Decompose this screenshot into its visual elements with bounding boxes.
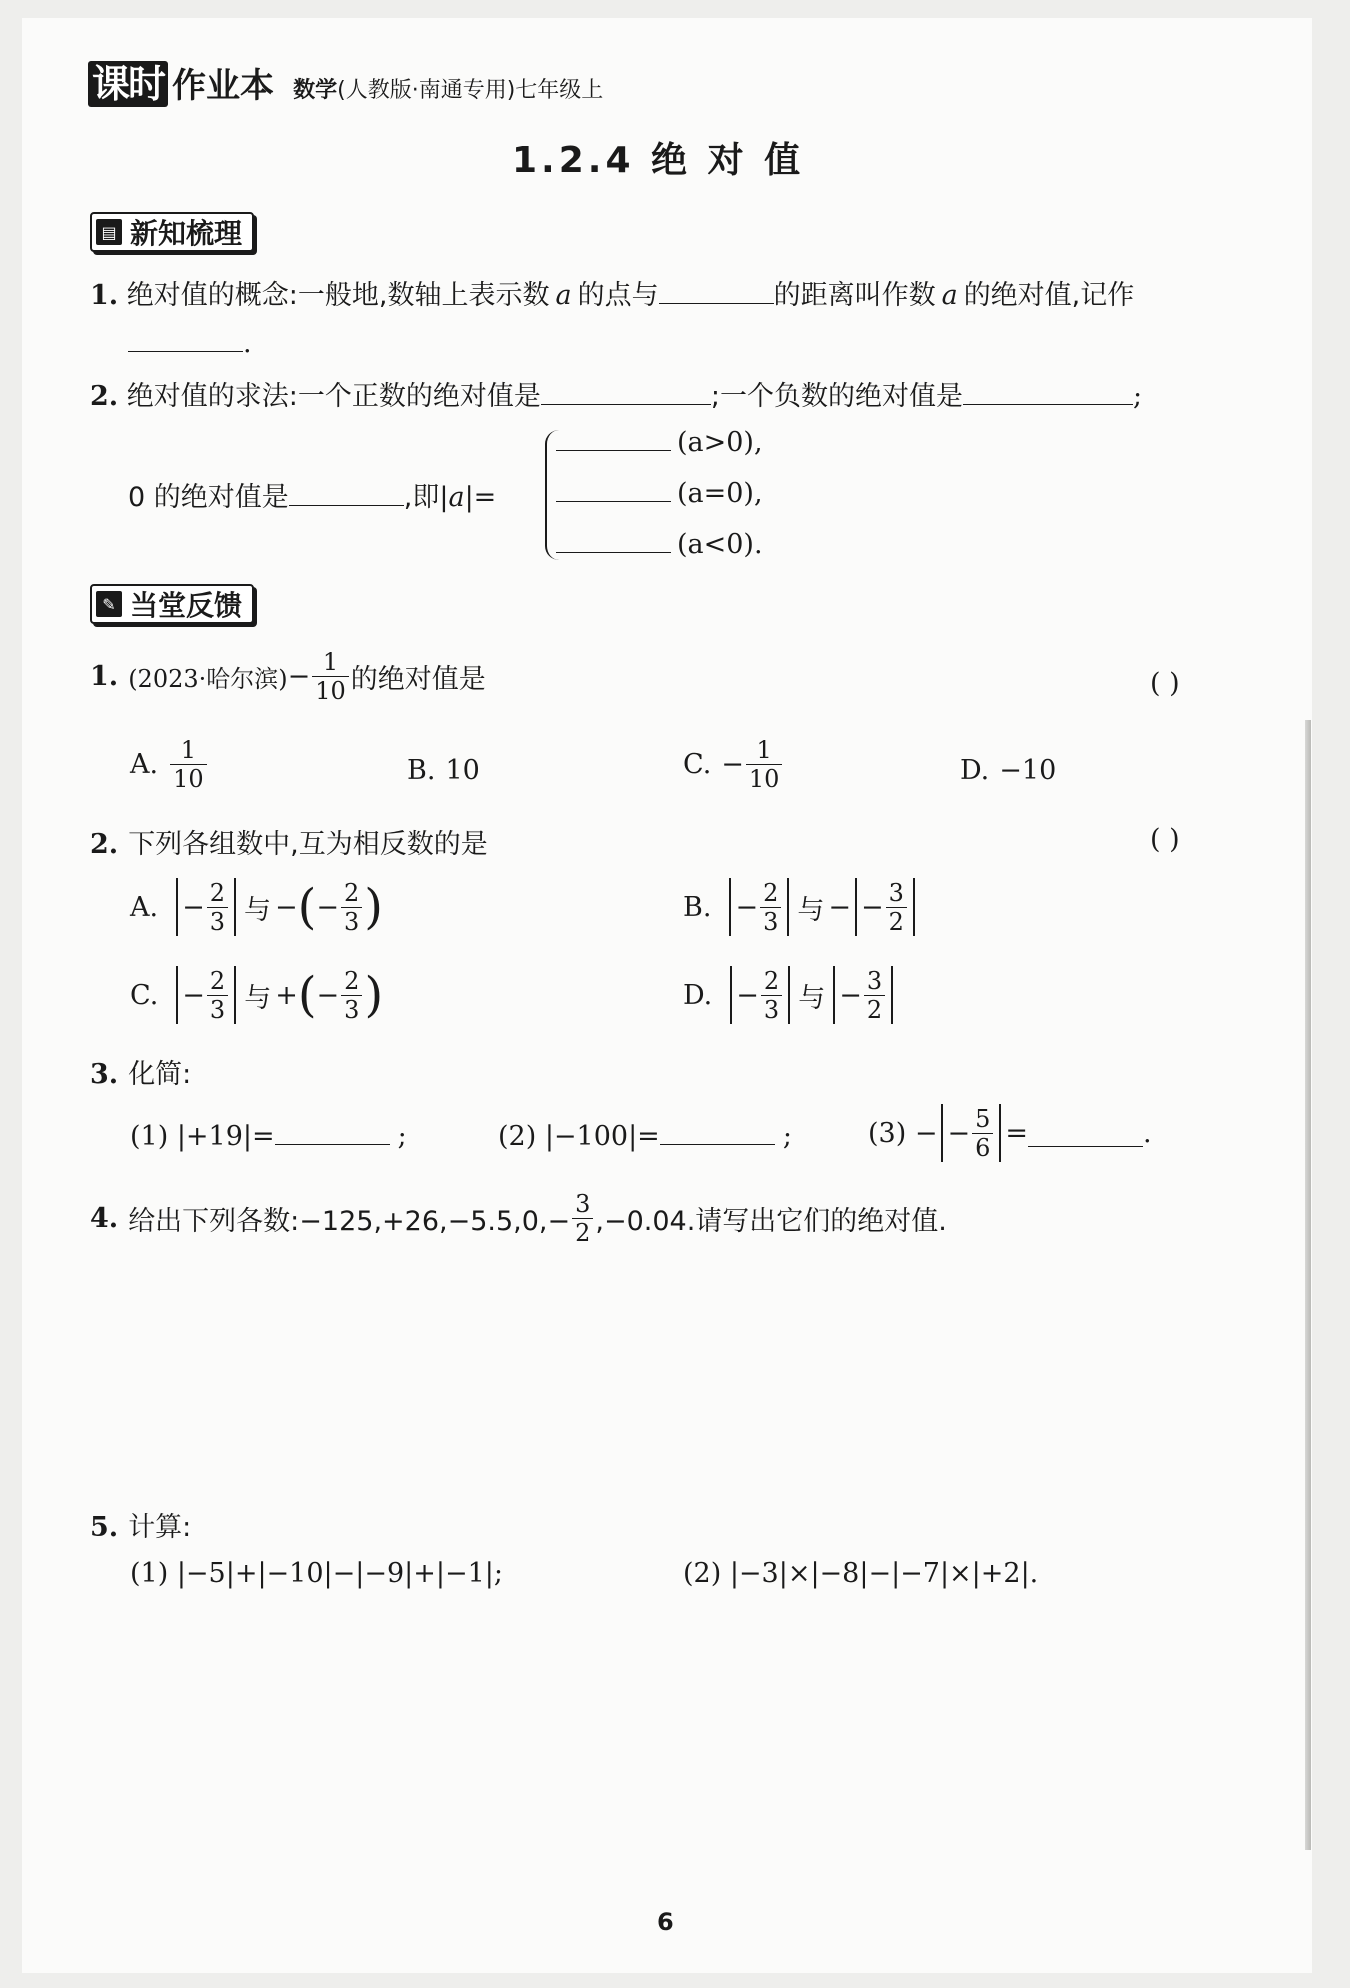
q3-part3: (3) − − $\frac{5}{6}$ = .	[868, 1104, 1152, 1162]
q4-answer-space[interactable]	[90, 1260, 1240, 1500]
brand-name: 作业本	[172, 66, 275, 106]
feedback-q2: 2. 下列各组数中,互为相反数的是	[90, 829, 488, 860]
feedback-q1: 1. (2023·哈尔滨) − $\frac{1}{10}$ 的绝对值是	[90, 648, 486, 705]
page-title: 1.2.4 绝 对 值	[512, 140, 805, 181]
q3-part2: (2) |−100|= ;	[498, 1118, 792, 1152]
answer-blank[interactable]	[660, 1118, 775, 1145]
case-zero: (a=0),	[556, 475, 763, 509]
section-feedback	[90, 584, 254, 624]
answer-blank[interactable]	[541, 378, 711, 405]
section-new-knowledge	[90, 212, 254, 252]
q2-option-a[interactable]: A. − $\frac{2}{3}$ 与 − ( − $\frac{2}{3}$ )	[130, 878, 383, 936]
feedback-q3: 3. 化简:	[90, 1059, 192, 1090]
q1-option-c[interactable]: C. − $\frac{1}{10}$	[683, 738, 784, 791]
feedback-q4: 4. 给出下列各数:−125,+26,−5.5,0,− $\frac{3}{2}$ ,−0.04.请写出它们的绝对值.	[90, 1190, 947, 1247]
answer-blank[interactable]	[128, 325, 243, 352]
case-negative: (a<0).	[556, 526, 763, 560]
knowledge-q1: 1. 绝对值的概念:一般地,数轴上表示数 a 的点与 的距离叫作数 a 的绝对值,记作	[90, 273, 1134, 312]
q1-option-b[interactable]: B. 10	[407, 755, 480, 786]
answer-blank[interactable]	[659, 277, 774, 304]
feedback-q5: 5. 计算:	[90, 1512, 192, 1543]
answer-blank[interactable]	[556, 424, 671, 451]
q5-part1: (1) |−5|+|−10|−|−9|+|−1|;	[130, 1558, 503, 1589]
q2-option-c[interactable]: C. − $\frac{2}{3}$ 与 + ( − $\frac{2}{3}$ )	[130, 966, 384, 1024]
answer-blank[interactable]	[289, 479, 404, 506]
knowledge-q2-zero: 0 的绝对值是 ,即|a|=	[128, 475, 496, 514]
answer-blank[interactable]	[1028, 1120, 1143, 1147]
q2-option-d[interactable]: D. − $\frac{2}{3}$ 与 − $\frac{3}{2}$	[683, 966, 897, 1024]
book-header	[88, 58, 603, 107]
edition-info: (人教版·南通专用)七年级上	[337, 78, 604, 103]
answer-blank[interactable]	[963, 378, 1133, 405]
answer-blank[interactable]	[556, 475, 671, 502]
page-edge-shadow	[1305, 720, 1311, 1850]
book-icon: ▤	[96, 219, 122, 245]
q1-option-d[interactable]: D. −10	[960, 755, 1057, 786]
answer-blank[interactable]	[275, 1118, 390, 1145]
answer-paren[interactable]: ( )	[1150, 668, 1180, 699]
answer-blank[interactable]	[556, 526, 671, 553]
q5-part2: (2) |−3|×|−8|−|−7|×|+2|.	[683, 1558, 1039, 1589]
q5-answer-space[interactable]	[90, 1610, 1240, 1890]
q2-option-b[interactable]: B. − $\frac{2}{3}$ 与 − − $\frac{3}{2}$	[683, 878, 919, 936]
brand-logo: 课时	[88, 61, 168, 107]
knowledge-q2: 2. 绝对值的求法:一个正数的绝对值是 ;一个负数的绝对值是 ;	[90, 374, 1142, 413]
knowledge-q1-cont: .	[128, 325, 252, 359]
section-label: 新知梳理	[130, 217, 243, 250]
page-number: 6	[657, 1908, 674, 1936]
case-positive: (a>0),	[556, 424, 763, 458]
q3-part1: (1) |+19|= ;	[130, 1118, 407, 1152]
subject-name: 数学	[293, 78, 338, 103]
pencil-icon: ✎	[96, 591, 122, 617]
section-label: 当堂反馈	[130, 589, 243, 622]
answer-paren[interactable]: ( )	[1150, 824, 1180, 855]
fraction: $\frac{1}{10}$	[312, 650, 349, 703]
q1-option-a[interactable]: A. $\frac{1}{10}$	[130, 738, 209, 791]
